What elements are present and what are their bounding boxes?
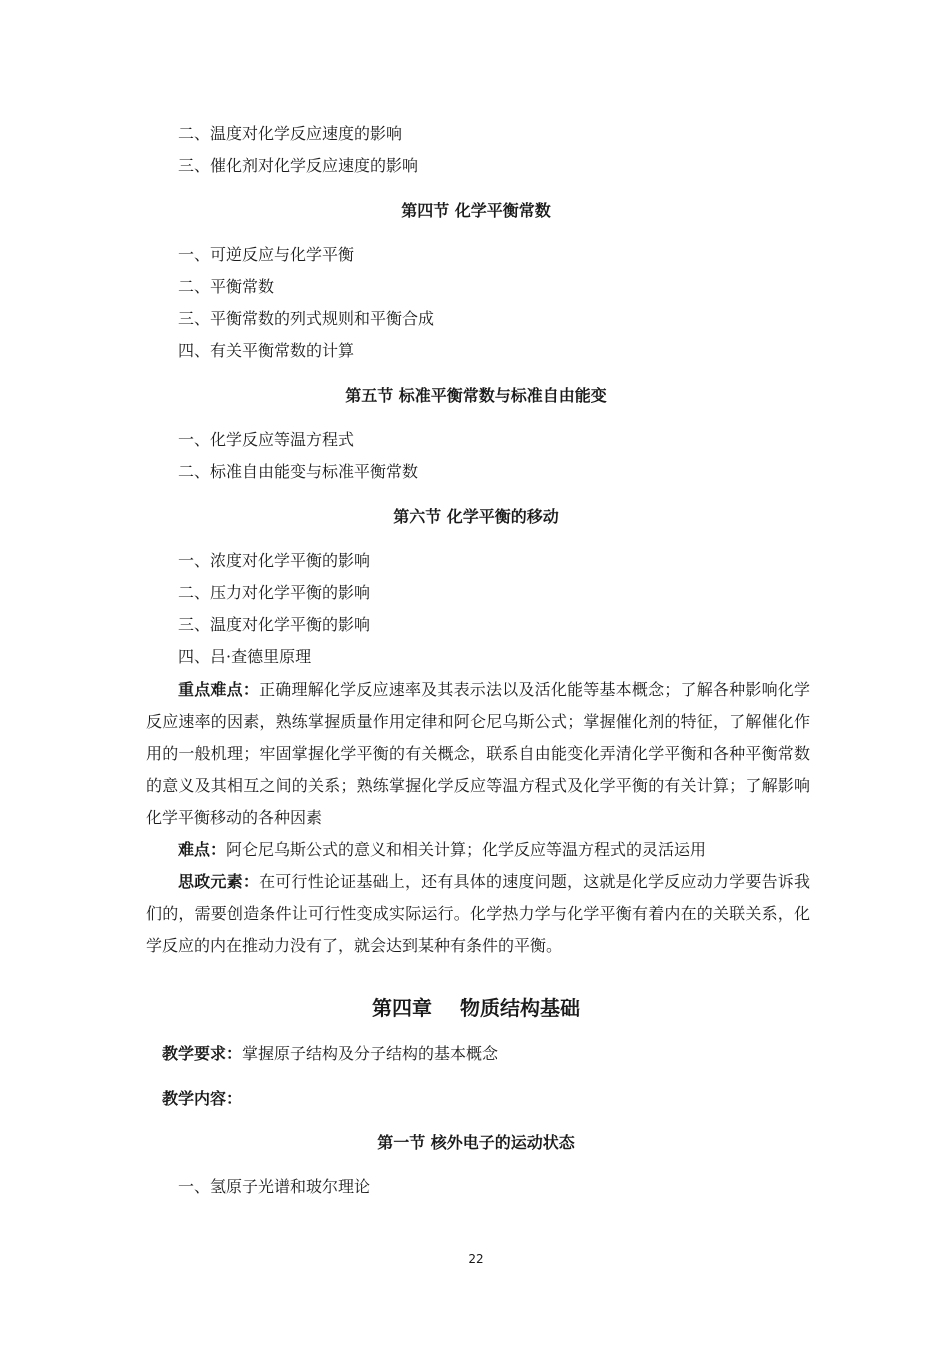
list-item: 三、平衡常数的列式规则和平衡合成: [178, 309, 435, 328]
list-item: 一、浓度对化学平衡的影响: [178, 551, 371, 570]
list-item: 四、有关平衡常数的计算: [178, 341, 355, 360]
requirements-text: 掌握原子结构及分子结构的基本概念: [242, 1044, 499, 1063]
list-item: 四、吕·查德里原理: [178, 647, 312, 666]
section-heading: 第五节 标准平衡常数与标准自由能变: [345, 386, 607, 405]
list-item: 三、催化剂对化学反应速度的影响: [178, 156, 419, 175]
section-heading: 第四节 化学平衡常数: [401, 201, 551, 220]
list-item: 二、温度对化学反应速度的影响: [178, 124, 403, 143]
list-item: 一、化学反应等温方程式: [178, 430, 355, 449]
content-label: 教学内容：: [162, 1089, 243, 1108]
list-item: 一、氢原子光谱和玻尔理论: [178, 1177, 371, 1196]
ideology-label: 思政元素：: [178, 872, 260, 891]
chapter-title: 物质结构基础: [460, 996, 580, 1020]
ideology-text: 在可行性论证基础上，还有具体的速度问题，这就是化学反应动力学要告诉我们的，需要创造条件让可行性变成实际运行。化学热力学与化学平衡有着内在的关联关系，化学反应的内在推动力没有了，就会达到某种有条件的平衡。: [146, 872, 810, 955]
key-points-text: 正确理解化学反应速率及其表示法以及活化能等基本概念；了解各种影响化学反应速率的因素，熟练掌握质量作用定律和阿仑尼乌斯公式；掌握催化剂的特征，了解催化作用的一般机理；牢固掌握化学平衡的有关概念，联系自由能变化弄清化学平衡和各种平衡常数的意义及其相互之间的关系；熟练掌握化学反应等温方程式及化学平衡的有关计算；了解影响化学平衡移动的各种因素: [146, 680, 810, 827]
difficulty-text: 阿仑尼乌斯公式的意义和相关计算；化学反应等温方程式的灵活运用: [226, 840, 707, 859]
difficulty-label: 难点：: [178, 840, 227, 859]
chapter-number: 第四章: [372, 996, 432, 1020]
difficulty-paragraph: [146, 834, 810, 866]
list-item: 二、平衡常数: [178, 277, 275, 296]
page-number: 22: [468, 1252, 484, 1266]
teaching-requirements: [162, 1044, 498, 1064]
ideology-paragraph: [146, 866, 810, 962]
list-item: 一、可逆反应与化学平衡: [178, 245, 355, 264]
list-item: 三、温度对化学平衡的影响: [178, 615, 371, 634]
chapter-heading: [0, 996, 952, 1020]
requirements-label: 教学要求：: [162, 1044, 243, 1063]
teaching-content: [162, 1089, 242, 1109]
list-item: 二、压力对化学平衡的影响: [178, 583, 371, 602]
key-points-paragraph: [146, 674, 810, 834]
section-heading: 第六节 化学平衡的移动: [393, 507, 559, 526]
section-heading: 第一节 核外电子的运动状态: [377, 1133, 575, 1152]
list-item: 二、标准自由能变与标准平衡常数: [178, 462, 419, 481]
key-points-label: 重点难点：: [178, 680, 260, 699]
